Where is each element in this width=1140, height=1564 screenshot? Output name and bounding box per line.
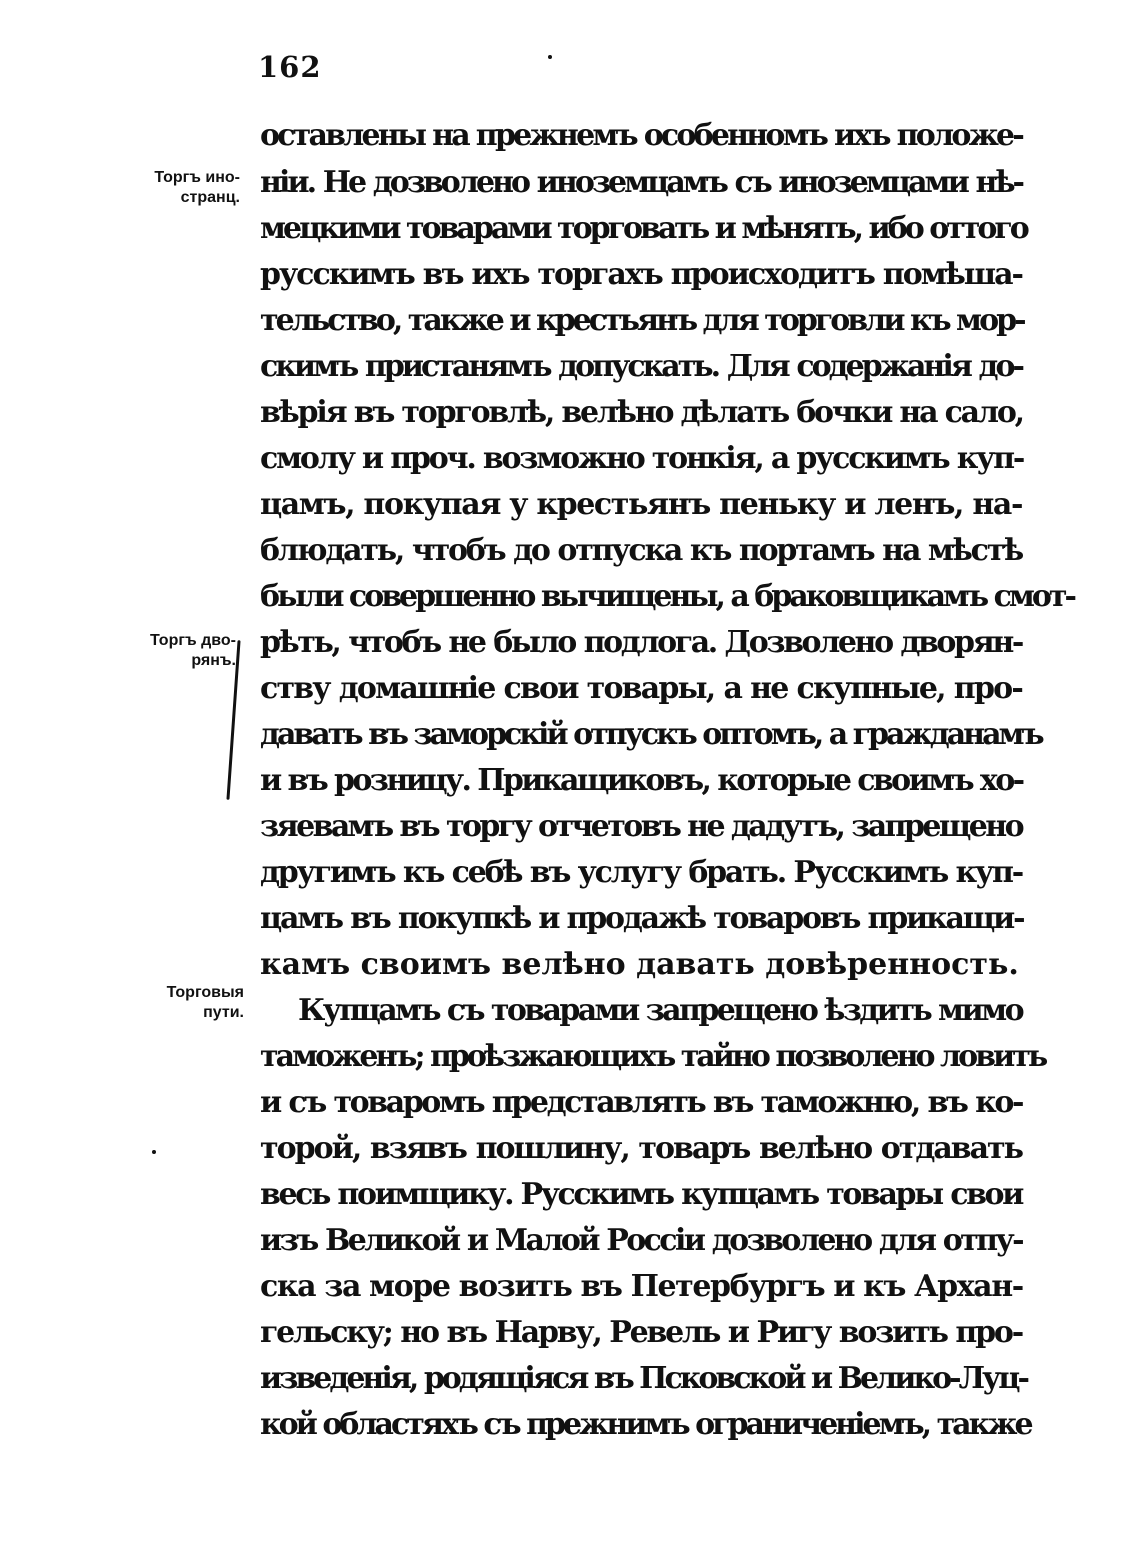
margin-note-foreign-trade (154, 168, 240, 208)
text-line: цамъ, покупая у крестьянъ пеньку и ленъ, на- (260, 487, 1022, 522)
text-line: таможенъ; проѣзжающихъ тайно позволено ловить (260, 1039, 1046, 1074)
text-line: тельство, также и крестьянъ для торговли къ мор- (260, 303, 1024, 338)
text-line: были совершенно вычищены, а браковщикамъ смот- (260, 579, 1074, 614)
margin-note-line: Торгъ ино- (154, 169, 240, 186)
page-number: 162 (258, 50, 322, 84)
margin-note-line: Торговыя (166, 984, 244, 1001)
text-line: зяевамъ въ торгу отчетовъ не дадутъ, запрещено (260, 809, 1022, 844)
text-line: рѣть, чтобъ не было подлога. Дозволено дворян- (260, 625, 1022, 660)
text-line: скимъ пристанямъ допускать. Для содержанiя до- (260, 349, 1022, 384)
text-line: гельску; но въ Нарву, Ревель и Ригу возить про- (260, 1315, 1022, 1350)
text-line: мецкими товарами торговать и мѣнять, ибо оттого (260, 211, 1027, 246)
text-line: и съ товаромъ представлять въ таможню, въ ко- (260, 1085, 1022, 1120)
margin-note-trade-routes (167, 983, 244, 1023)
text-line: торой, взявъ пошлину, товаръ велѣно отдавать (260, 1131, 1022, 1166)
text-line: другимъ къ себѣ въ услугу брать. Русскимъ куп- (260, 855, 1022, 890)
margin-note-line: странц. (180, 189, 240, 206)
text-line: вѣрiя въ торговлѣ, велѣно дѣлать бочки на сало, (260, 395, 1023, 430)
text-line: и въ розницу. Прикащиковъ, которые своимъ хо- (260, 763, 1023, 798)
text-line: Купцамъ съ товарами запрещено ѣздить мимо (298, 993, 1022, 1028)
text-line: изведенiя, родящiяся въ Псковской и Велико-Луц- (260, 1361, 1027, 1396)
text-line: камъ своимъ велѣно давать довѣренность. (260, 947, 1019, 982)
text-line: блюдать, чтобъ до отпуска къ портамъ на мѣстѣ (260, 533, 1022, 568)
print-speck (152, 1150, 156, 1154)
text-line: смолу и проч. возможно тонкiя, а русскимъ куп- (260, 441, 1024, 476)
text-line: давать въ заморскiй отпускъ оптомъ, а гражданамъ (260, 717, 1042, 752)
margin-note-line: Торгъ дво- (150, 632, 236, 649)
text-line: изъ Великой и Малой Россiи дозволено для отпу- (260, 1223, 1022, 1258)
margin-note-nobility-trade (150, 631, 236, 671)
text-line: нiи. Не дозволено иноземцамъ съ иноземцами нѣ- (260, 165, 1022, 200)
text-line: русскимъ въ ихъ торгахъ происходитъ помѣша- (260, 257, 1022, 292)
text-line: весь поимщику. Русскимъ купцамъ товары свои (260, 1177, 1022, 1212)
margin-note-line: рянъ. (191, 652, 236, 669)
margin-note-line: пути. (203, 1004, 244, 1021)
print-speck (548, 55, 552, 59)
text-line: кой областяхъ съ прежнимъ ограниченiемъ, также (260, 1407, 1031, 1442)
text-line: цамъ въ покупкѣ и продажѣ товаровъ прикащи- (260, 901, 1024, 936)
text-line: оставлены на прежнемъ особенномъ ихъ положе- (260, 118, 1022, 153)
text-line: ству домашнiе свои товары, а не скупные, про- (260, 671, 1022, 706)
text-line: ска за море возить въ Петербургъ и къ Архан- (260, 1269, 1023, 1304)
